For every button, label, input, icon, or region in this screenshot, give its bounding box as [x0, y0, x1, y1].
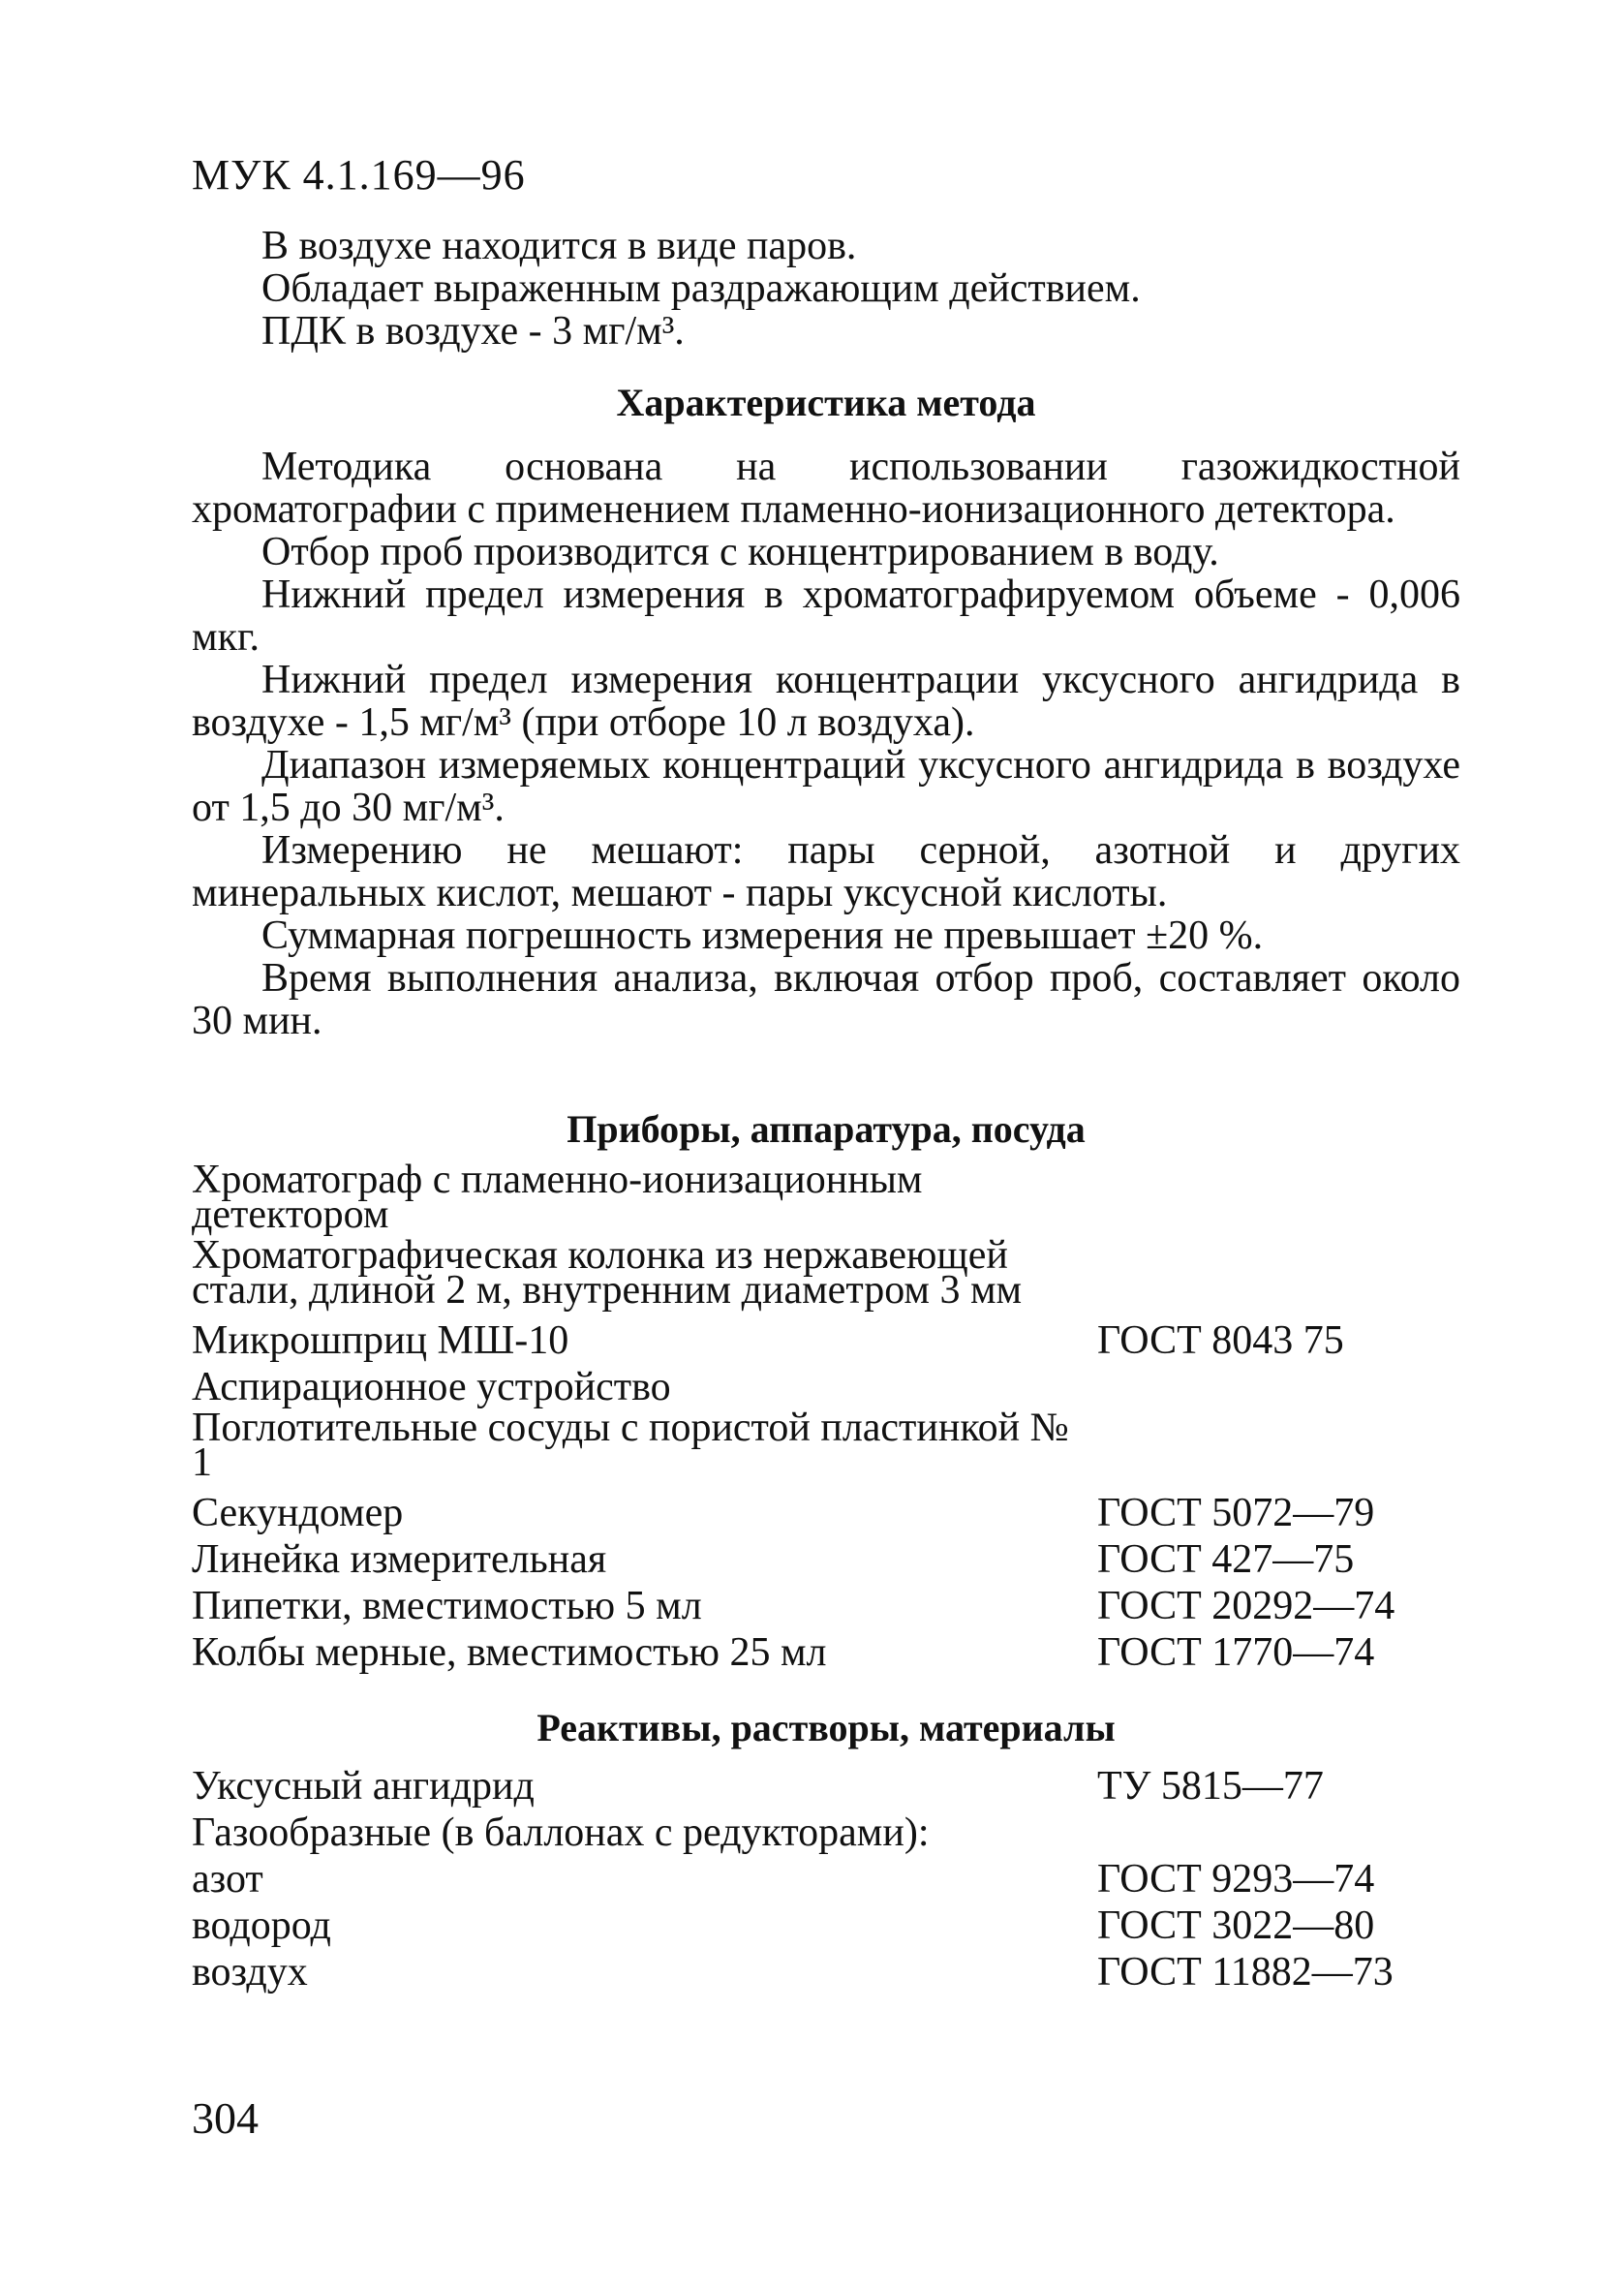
page-number: 304	[192, 2093, 259, 2143]
reagents-list	[192, 1763, 1460, 1995]
method-paragraph: Время выполнения анализа, включая отбор проб, составляет около 30 мин.	[192, 956, 1460, 1043]
equipment-row	[192, 1364, 1460, 1410]
reagent-standard: ГОСТ 11882—73	[1097, 1950, 1394, 1995]
equipment-name: Аспирационное устройство	[192, 1365, 671, 1409]
intro-line: ПДК в воздухе - 3 мг/м³.	[261, 309, 685, 354]
method-paragraph: Методика основана на использовании газожидкостной хроматографии с применением пламенно-ионизационного детектора.	[192, 445, 1460, 532]
reagent-row	[192, 1810, 1460, 1856]
method-paragraph: Отбор проб производится с концентрированием в воду.	[261, 530, 1219, 574]
reagent-row	[192, 1902, 1460, 1949]
section-title-equipment: Приборы, аппаратура, посуда	[567, 1107, 1086, 1151]
intro-line: Обладает выраженным раздражающим действием.	[261, 266, 1141, 311]
method-paragraph: Суммарная погрешность измерения не превышает ±20 %.	[261, 913, 1264, 958]
reagent-standard: ТУ 5815—77	[1097, 1764, 1324, 1809]
equipment-name: Пипетки, вместимостью 5 мл	[192, 1584, 702, 1628]
equipment-name: Хроматограф с пламенно-ионизационным детектором	[192, 1158, 923, 1237]
equipment-name: Секундомер	[192, 1491, 404, 1535]
method-paragraph: Нижний предел измерения в хроматографируемом объеме - 0,006 мкг.	[192, 572, 1460, 660]
reagent-name: Газообразные (в баллонах с редукторами):	[192, 1810, 930, 1855]
equipment-row	[192, 1490, 1460, 1536]
reagent-name: воздух	[192, 1950, 308, 1995]
equipment-name: Колбы мерные, вместимостью 25 мл	[192, 1630, 827, 1675]
method-block	[192, 446, 1460, 1042]
equipment-row	[192, 1406, 1460, 1490]
reagent-row	[192, 1949, 1460, 1995]
equipment-standard: ГОСТ 8043 75	[1097, 1318, 1344, 1363]
equipment-row	[192, 1233, 1460, 1317]
equipment-row	[192, 1317, 1460, 1364]
reagent-row	[192, 1856, 1460, 1902]
equipment-row	[192, 1536, 1460, 1583]
equipment-row	[192, 1583, 1460, 1629]
section-title-method: Характеристика метода	[616, 381, 1036, 424]
equipment-standard: ГОСТ 5072—79	[1097, 1491, 1375, 1535]
reagent-name: Уксусный ангидрид	[192, 1764, 535, 1809]
equipment-name: Линейка измерительная	[192, 1537, 607, 1582]
reagent-row	[192, 1763, 1460, 1810]
reagent-name: азот	[192, 1857, 263, 1902]
equipment-standard: ГОСТ 1770—74	[1097, 1630, 1375, 1675]
document-code: МУК 4.1.169—96	[192, 151, 526, 199]
reagent-name: водород	[192, 1903, 331, 1948]
method-paragraph: Измерению не мешают: пары серной, азотной и других минеральных кислот, мешают - пары уксусной кислоты.	[192, 828, 1460, 915]
reagent-standard: ГОСТ 3022—80	[1097, 1903, 1375, 1948]
intro-line: В воздухе находится в виде паров.	[261, 224, 857, 268]
equipment-name: Хроматографическая колонка из нержавеющей стали, длиной 2 м, внутренним диаметром 3 мм	[192, 1233, 1023, 1313]
method-paragraph: Нижний предел измерения концентрации уксусного ангидрида в воздухе - 1,5 мг/м³ (при отборе 10 л воздуха).	[192, 658, 1460, 745]
method-paragraph: Диапазон измеряемых концентраций уксусного ангидрида в воздухе от 1,5 до 30 мг/м³.	[192, 743, 1460, 830]
equipment-name: Микрошприц МШ-10	[192, 1318, 569, 1363]
equipment-row	[192, 1629, 1460, 1676]
equipment-standard: ГОСТ 20292—74	[1097, 1584, 1395, 1628]
section-title-reagents: Реактивы, растворы, материалы	[536, 1706, 1116, 1749]
reagent-standard: ГОСТ 9293—74	[1097, 1857, 1375, 1902]
equipment-name: Поглотительные сосуды с пористой пластинкой № 1	[192, 1406, 1069, 1485]
equipment-standard: ГОСТ 427—75	[1097, 1537, 1355, 1582]
equipment-row	[192, 1158, 1460, 1238]
equipment-list	[192, 1158, 1460, 1676]
intro-block	[261, 225, 1472, 353]
